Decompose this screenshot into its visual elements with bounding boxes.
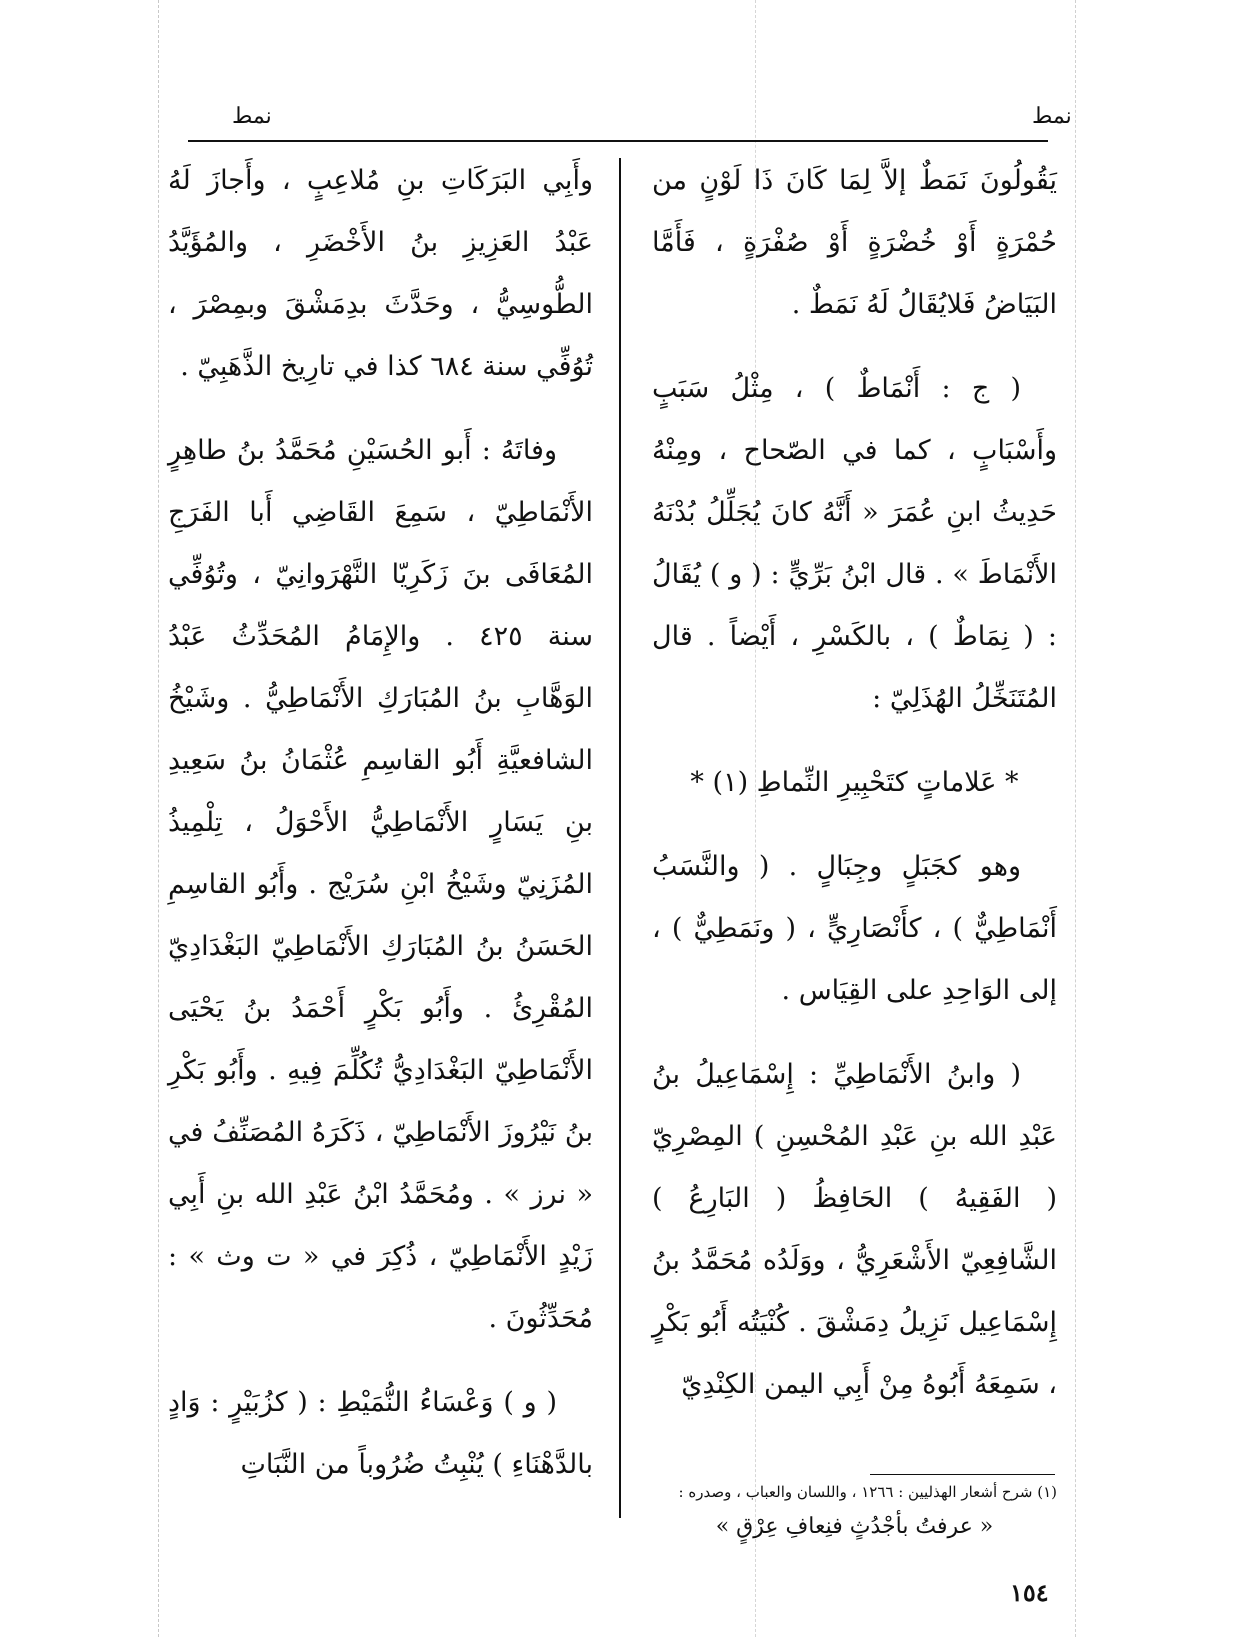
right-paragraph-1: يَقُولُونَ نَمَطٌ إلاَّ لِمَا كَانَ ذَا لَوْنٍ من حُمْرَةٍ أَوْ خُضْرَةٍ أَوْ صُفْرَةٍ ، فَأَمَّا البَيَاضُ فَلايُقَالُ لَهُ نَمَطٌ . [652,165,1057,320]
scan-guide-line-right [1075,0,1076,1637]
footnotes [652,1480,1057,1544]
left-paragraph-2: وفاتَهُ : أَبو الحُسَيْنِ مُحَمَّدُ بنُ طاهِرٍ الأَنْمَاطِيّ ، سَمِعَ القَاضِي أَبا الفَرَجِ المُعَافَى بنَ زَكَرِيّا النَّهْرَوانِيّ ، وتُوُفِّي سنة ٤٢٥ . والإِمَامُ المُحَدِّثُ عَبْدُ الوَهَّابِ بنُ المُبَارَكِ الأَنْمَاطِيُّ . وشَيْخُ الشافعيَّةِ أَبُو القاسِمِ عُثْمَانُ بنُ سَعِيدِ بنِ يَسَارٍ الأَنْمَاطِيُّ الأَحْوَلُ ، تِلْمِيذُ المُزَنِيّ وشَيْخُ ابْنِ سُرَيْج . وأَبُو القاسِمِ الحَسَنُ بنُ المُبَارَكِ الأَنْمَاطِيّ البَغْدَادِيّ المُقْرِئُ . وأَبُو بَكْرٍ أَحْمَدُ بنُ يَحْيَى الأَنْمَاطِيّ البَغْدَادِيُّ تُكُلِّمَ فِيهِ . وأَبُو بَكْرِ بنُ نَيْرُوزَ الأَنْمَاطِيّ ، ذَكَرَهُ المُصَنِّفُ في « نرز » . ومُحَمَّدُ ابْنُ عَبْدِ الله بنِ أَبِي زَيْدٍ الأَنْمَاطِيّ ، ذُكِرَ في « ت وث » : مُحَدِّثُونَ . [168,435,593,1334]
column-divider [619,158,621,1518]
footnote-rule [870,1474,1055,1475]
page-number: ١٥٤ [1010,1578,1049,1607]
left-paragraph-3: ( و ) وَعْسَاءُ النُّمَيْطِ : ( كزُبَيْرٍ : وَادٍ بالدَّهْنَاءِ ) يُنْبِتُ ضُرُوباً من النَّبَاتِ [168,1387,593,1480]
scan-guide-line-left [158,0,159,1637]
footnote-verse: « عرفتُ بأجْدُثٍ فنِعافِ عِرْقٍ » [715,1514,994,1539]
right-column [652,150,1057,1438]
right-paragraph-3: وهو كجَبَلٍ وجِبَالٍ . ( والنَّسَبُ أَنْمَاطِيٌّ ) ، كأَنْصَارِيٍّ ، ( ونَمَطِيٌّ ) ، إلى الوَاحِدِ على القِيَاس . [652,851,1057,1006]
right-paragraph-2: ( ج : أَنْمَاطٌ ) ، مِثْلُ سَبَبٍ وأَسْبَابٍ ، كما في الصّحاح ، ومِنْهُ حَدِيثُ ابنِ عُمَرَ « أَنَّهُ كانَ يُجَلِّلُ بُدْنَهُ الأَنْمَاطَ » . قال ابْنُ بَرِّيٍّ : ( و ) يُقَالُ : ( نِمَاطٌ ) ، بالكَسْرِ ، أَيْضاً . قال المُتَنَخِّلُ الهُذَلِيّ : [652,373,1057,714]
footnote-1: (١) شرح أشعار الهذليين : ١٢٦٦ ، واللسان والعباب ، وصدره : [678,1483,1057,1501]
running-header-left: نمط [232,104,272,129]
left-column [168,150,593,1518]
running-header-right: نمط [1032,104,1072,129]
header-rule [188,140,1048,142]
left-paragraph-1: وأَبِي البَرَكَاتِ بنِ مُلاعِبٍ ، وأَجازَ لَهُ عَبْدُ العَزِيزِ بنُ الأَخْضَرِ ، والمُؤَيَّدُ الطُّوسِيُّ ، وحَدَّثَ بدِمَشْقَ وبمِصْرَ ، تُوُفِّي سنة ٦٨٤ كذا في تارِيخ الذَّهَبِيّ . [168,165,593,382]
right-paragraph-4: ( وابنُ الأَنْمَاطِيِّ : إِسْمَاعِيلُ بنُ عَبْدِ الله بنِ عَبْدِ المُحْسِنِ ) المِصْرِيّ ( الفَقِيهُ ) الحَافِظُ ( البَارِعُ ) الشَّافِعِيّ الأَشْعَرِيُّ ، ووَلَدُه مُحَمَّدُ بنُ إِسْمَاعِيل نَزِيلُ دِمَشْقَ . كُنْيَتُه أَبُو بَكْرٍ ، سَمِعَهُ أَبُوهُ مِنْ أَبِي اليمن الكِنْدِيّ [652,1059,1057,1400]
verse-line: * عَلاماتٍ كتَحْبِيرِ النِّماطِ (١) * [690,767,1019,798]
